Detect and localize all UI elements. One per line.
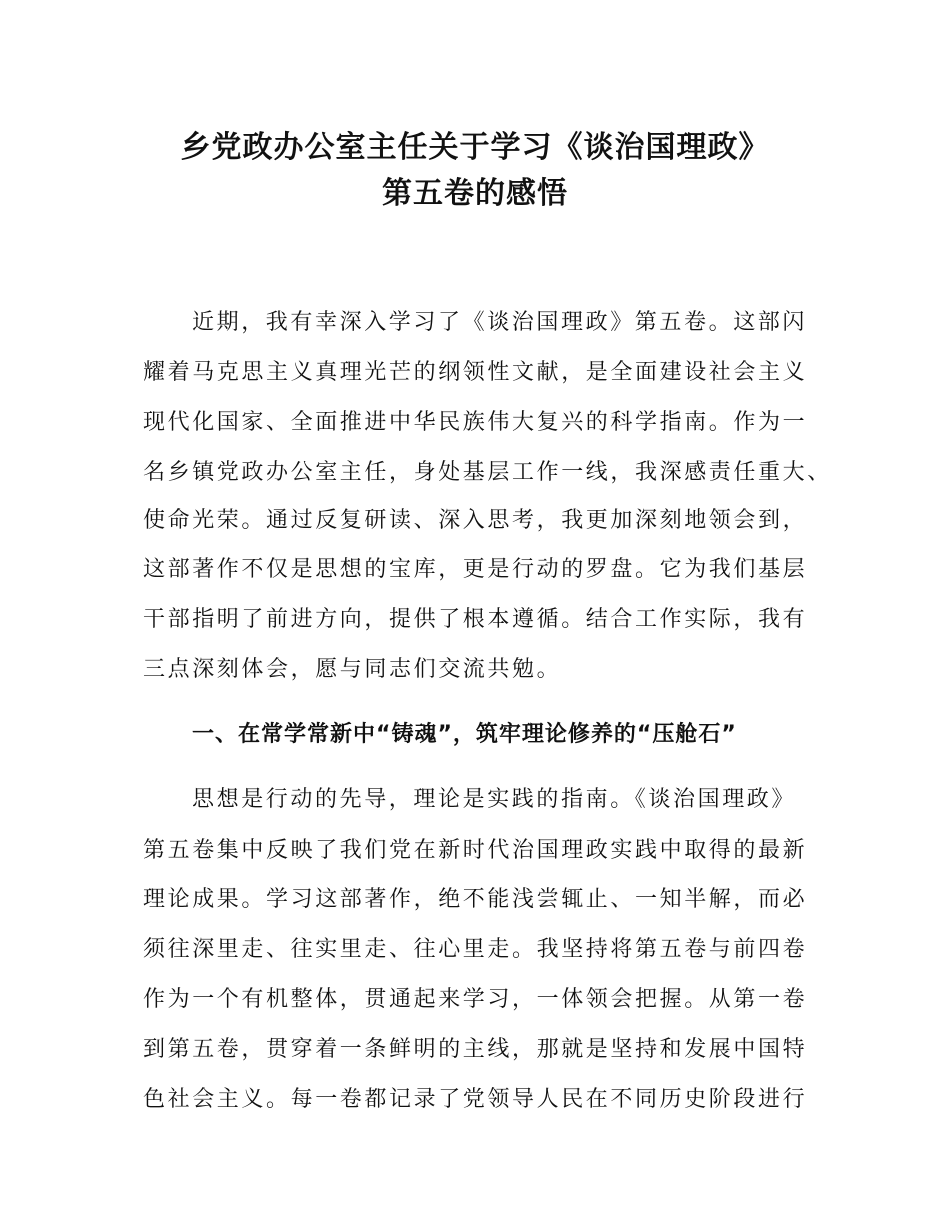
text-line: 干部指明了前进方向，提供了根本遵循。结合工作实际，我有	[143, 607, 808, 632]
text-line: 近期，我有幸深入学习了《谈治国理政》第五卷。这部闪	[192, 310, 808, 335]
section-heading: 一、在常学常新中“铸魂”，筑牢理论修养的“压舱石”	[192, 722, 737, 747]
text-line: 耀着马克思主义真理光芒的纲领性文献，是全面建设社会主义	[143, 360, 808, 385]
text-line: 三点深刻体会，愿与同志们交流共勉。	[143, 657, 562, 682]
title-line-1: 乡党政办公室主任关于学习《谈治国理政》	[180, 130, 770, 165]
text-line: 现代化国家、全面推进中华民族伟大复兴的科学指南。作为一	[143, 410, 808, 435]
text-line: 理论成果。学习这部著作，绝不能浅尝辄止、一知半解，而必	[143, 887, 808, 912]
text-line: 到第五卷，贯穿着一条鲜明的主线，那就是坚持和发展中国特	[143, 1037, 808, 1062]
text-line: 作为一个有机整体，贯通起来学习，一体领会把握。从第一卷	[143, 987, 808, 1012]
title-line-2: 第五卷的感悟	[382, 176, 568, 211]
text-line: 思想是行动的先导，理论是实践的指南。《谈治国理政》	[192, 787, 797, 812]
text-line: 这部著作不仅是思想的宝库，更是行动的罗盘。它为我们基层	[143, 557, 808, 582]
text-line: 使命光荣。通过反复研读、深入思考，我更加深刻地领会到，	[143, 508, 808, 533]
text-line: 须往深里走、往实里走、往心里走。我坚持将第五卷与前四卷	[143, 937, 808, 962]
text-line: 第五卷集中反映了我们党在新时代治国理政实践中取得的最新	[143, 838, 808, 863]
text-line: 色社会主义。每一卷都记录了党领导人民在不同历史阶段进行	[143, 1087, 808, 1112]
text-line: 名乡镇党政办公室主任，身处基层工作一线，我深感责任重大、	[143, 460, 832, 485]
